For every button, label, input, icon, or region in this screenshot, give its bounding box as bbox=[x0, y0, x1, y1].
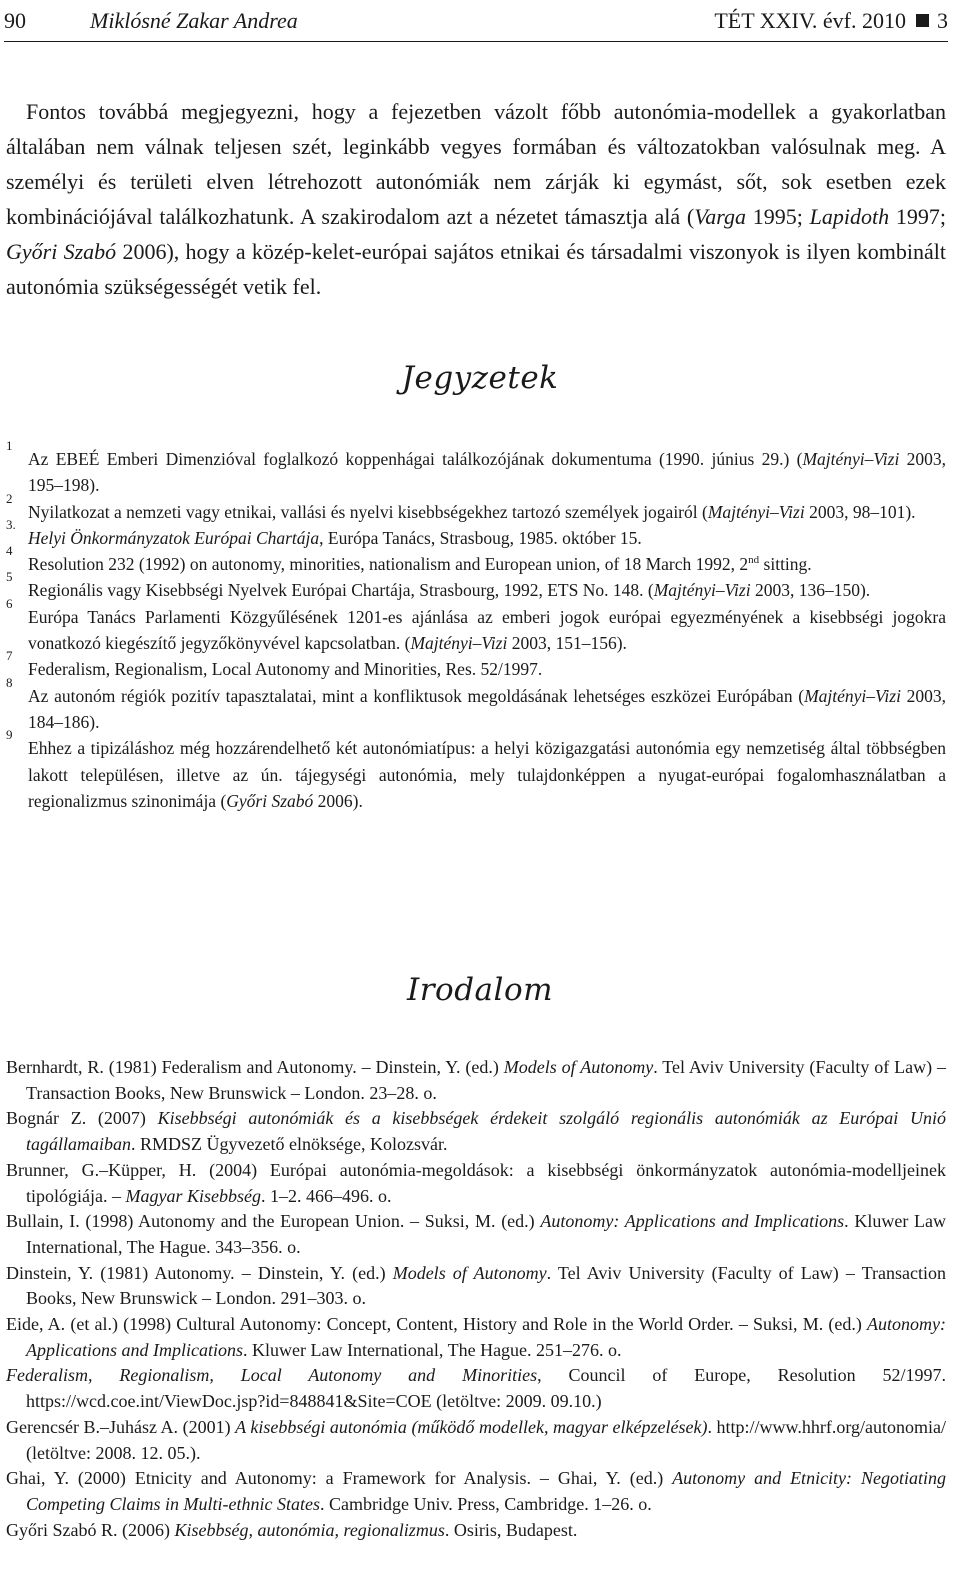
footnote-number: 7 bbox=[6, 648, 13, 664]
footnote bbox=[6, 490, 946, 525]
footnote-number: 9 bbox=[6, 727, 13, 743]
footnote-text: Európa Tanács Parlamenti Közgyűlésének 1201-es ajánlása az emberi jogok európai egyezményének a kisebbségi jogokra vonatkozó kiegészítő jegyzőkönyvével kapcsolatban. ( bbox=[28, 606, 946, 654]
reference-text: . 1–2. 466–496. o. bbox=[260, 1185, 392, 1206]
footnote-text: 2006). bbox=[313, 790, 363, 811]
references-list bbox=[6, 1055, 946, 1543]
footnote-text: 2003, 151–156). bbox=[507, 633, 627, 654]
reference-text: Bernhardt, R. (1981) Federalism and Autonomy. – Dinstein, Y. (ed.) bbox=[6, 1057, 504, 1077]
footnote-text: sitting. bbox=[759, 554, 812, 575]
reference-text: . RMDSZ Ügyvezető elnöksége, Kolozsvár. bbox=[131, 1134, 448, 1155]
footnote-text: , Európa Tanács, Strasboug, 1985. október 15. bbox=[319, 527, 642, 548]
footnote bbox=[6, 674, 946, 736]
reference-entry bbox=[6, 1466, 946, 1517]
footnote bbox=[6, 516, 946, 551]
reference-title: Autonomy: Applications and Implications bbox=[26, 1314, 946, 1360]
footnote-text: 2003, 195–198). bbox=[28, 449, 947, 496]
reference-entry bbox=[6, 1261, 946, 1312]
footnote-number: 4 bbox=[6, 543, 13, 559]
reference-title: Kisebbség, autonómia, regionalizmus bbox=[174, 1519, 445, 1540]
journal-name: TÉT XXIV. évf. bbox=[714, 8, 857, 33]
reference-text: . Tel Aviv University (Faculty of Law) – Transaction Books, New Brunswick – London. 23–28. o. bbox=[26, 1057, 946, 1103]
body-text-segment: 1997; bbox=[889, 204, 946, 229]
reference-title: A kisebbségi autonómia (működő modellek, magyar elképzelések) bbox=[235, 1416, 708, 1437]
reference-text: . Kluwer Law International, The Hague. 343–356. o. bbox=[26, 1211, 946, 1257]
footnote-number: 2 bbox=[6, 490, 13, 506]
footnote-number: 6 bbox=[6, 595, 13, 611]
reference-text: Bognár Z. (2007) bbox=[6, 1108, 158, 1129]
reference-text: Bullain, I. (1998) Autonomy and the European Union. – Suksi, M. (ed.) bbox=[6, 1211, 541, 1232]
reference-entry bbox=[6, 1209, 946, 1260]
footnote-text: Federalism, Regionalism, Local Autonomy and Minorities, Res. 52/1997. bbox=[28, 659, 543, 680]
reference-title: Models of Autonomy bbox=[503, 1057, 654, 1077]
footnote bbox=[6, 438, 947, 499]
reference-text: . Kluwer Law International, The Hague. 251–276. o. bbox=[242, 1339, 622, 1360]
footnote-text: Az autonóm régiók pozitív tapasztalatai, mint a konfliktusok megoldásának lehetséges eszközei Európában ( bbox=[28, 685, 805, 706]
running-header bbox=[4, 6, 948, 36]
reference-title: Federalism, Regionalism, Local Autonomy and Minorities bbox=[6, 1365, 538, 1386]
footnote bbox=[6, 595, 946, 657]
reference-text: Győri Szabó R. (2006) bbox=[6, 1519, 175, 1540]
footnote bbox=[6, 569, 946, 603]
header-author: Miklósné Zakar Andrea bbox=[90, 8, 298, 33]
reference-entry bbox=[6, 1415, 946, 1466]
ordinal-suffix: nd bbox=[748, 554, 760, 567]
reference-text: Brunner, G.–Küpper, H. (2004) Európai autonómia-megoldások: a kisebbségi önkormányzatok autonómia-modelljeinek tipológiája. – bbox=[6, 1159, 946, 1206]
footnote-citation: Győri Szabó bbox=[226, 790, 314, 811]
reference-text: . Tel Aviv University (Faculty of Law) – Transaction Books, New Brunswick – London. 291–303. o. bbox=[26, 1262, 946, 1309]
footnote-number: 8 bbox=[6, 674, 13, 690]
body-text-segment: 1995; bbox=[745, 204, 810, 229]
header-rule bbox=[4, 41, 948, 42]
footnote-text: 2003, 98–101). bbox=[804, 501, 916, 522]
footnote-number: 1 bbox=[6, 438, 13, 453]
footnote bbox=[6, 648, 946, 682]
footnote-citation: Majtényi–Vizi bbox=[802, 449, 900, 469]
reference-entry bbox=[6, 1055, 946, 1106]
footnote-citation: Majtényi–Vizi bbox=[410, 633, 508, 654]
footnote-number: 5 bbox=[6, 569, 13, 585]
reference-text: . Cambridge Univ. Press, Cambridge. 1–26. o. bbox=[319, 1493, 652, 1514]
footnote-text: 2003, 184–186). bbox=[28, 685, 946, 732]
footnote-text: Resolution 232 (1992) on autonomy, minorities, nationalism and European union, of 18 March 1992, 2 bbox=[28, 554, 749, 575]
body-text-segment: Fontos továbbá megjegyezni, hogy a fejezetben vázolt főbb autonómia-modellek a gyakorlatban általában nem válnak teljesen szét, leginkább vegyes formában és változatokban valósulnak meg. A személyi és területi elven létrehozott autonómiák nem zárják ki egymást, sőt, sok esetben ezek kombinációjával találkozhatunk. A szakirodalom azt a nézetet támasztja alá ( bbox=[6, 99, 946, 229]
notes-heading: Jegyzetek bbox=[401, 360, 559, 396]
footnote-text: Regionális vagy Kisebbségi Nyelvek Európai Chartája, Strasbourg, 1992, ETS No. 148. ( bbox=[28, 580, 654, 601]
reference-text: , Council of Europe, Resolution 52/1997. https://wcd.coe.int/ViewDoc.jsp?id=848841&Site=COE (letöltve: 2009. 09.10.) bbox=[26, 1365, 946, 1412]
footnote-citation: Majtényi–Vizi bbox=[653, 580, 751, 601]
footnote-citation: Majtényi–Vizi bbox=[804, 685, 901, 706]
citation-author: Győri Szabó bbox=[6, 239, 117, 264]
reference-title: Autonomy: Applications and Implications bbox=[540, 1211, 845, 1232]
references-heading: Irodalom bbox=[406, 972, 554, 1008]
footnotes-list bbox=[6, 438, 947, 814]
footnote bbox=[6, 543, 946, 577]
reference-entry bbox=[6, 1312, 946, 1363]
footnote-number: 3. bbox=[6, 516, 16, 532]
footnote-citation: Helyi Önkormányzatok Európai Chartája bbox=[28, 527, 320, 548]
page-number: 90 bbox=[4, 8, 26, 33]
reference-text: . Osiris, Budapest. bbox=[444, 1519, 578, 1540]
reference-title: Models of Autonomy bbox=[392, 1262, 547, 1283]
reference-text: Ghai, Y. (2000) Etnicity and Autonomy: a Framework for Analysis. – Ghai, Y. (ed.) bbox=[6, 1468, 673, 1489]
header-journal bbox=[714, 6, 948, 36]
citation-author: Lapidoth bbox=[809, 204, 890, 229]
footnote-text: 2003, 136–150). bbox=[750, 580, 871, 601]
footnote-text: Ehhez a tipizáláshoz még hozzárendelhető két autonómiatípus: a helyi közigazgatási autonómia egy nemzetiség által többségben lakott településen, illetve az ún. tájegységi autonómia, mely tulajdonképpen a nyugat-európai fogalomhasználatban a regionalizmus szinonimája ( bbox=[28, 738, 946, 811]
reference-text: . http://www.hhrf.org/autonomia/ (letöltve: 2008. 12. 05.). bbox=[26, 1416, 946, 1463]
journal-issue: 3 bbox=[937, 8, 948, 33]
body-text-segment: 2006), hogy a közép-kelet-európai sajátos etnikai és társadalmi viszonyok is ilyen kombinált autonómia szükségességét vetik fel. bbox=[6, 239, 946, 299]
footnote-citation: Majtényi–Vizi bbox=[707, 501, 805, 522]
reference-entry bbox=[6, 1363, 946, 1414]
body-paragraph bbox=[6, 94, 946, 304]
reference-title: Magyar Kisebbség bbox=[125, 1185, 261, 1206]
reference-entry bbox=[6, 1518, 946, 1544]
reference-title: Kisebbségi autonómiák és a kisebbségek érdekeit szolgáló regionális autonómiák az Európai Unió tagállamaiban bbox=[26, 1108, 946, 1155]
reference-entry bbox=[6, 1106, 946, 1157]
reference-text: Dinstein, Y. (1981) Autonomy. – Dinstein, Y. (ed.) bbox=[6, 1262, 393, 1283]
journal-year: 2010 bbox=[862, 8, 906, 33]
reference-text: Gerencsér B.–Juhász A. (2001) bbox=[6, 1416, 236, 1437]
reference-title: Autonomy and Etnicity: Negotiating Competing Claims in Multi-ethnic States bbox=[26, 1468, 946, 1514]
square-bullet-icon bbox=[916, 14, 929, 27]
footnote-text: Az EBEÉ Emberi Dimenzióval foglalkozó koppenhágai találkozójának dokumentuma (1990. június 29.) ( bbox=[28, 449, 803, 469]
citation-author: Varga bbox=[694, 204, 746, 229]
reference-text: Eide, A. (et al.) (1998) Cultural Autonomy: Concept, Content, History and Role in the World Order. – Suksi, M. (ed.) bbox=[6, 1314, 868, 1335]
footnote-text: Nyilatkozat a nemzeti vagy etnikai, vallási és nyelvi kisebbségekhez tartozó személyek jogairól ( bbox=[28, 501, 708, 522]
reference-entry bbox=[6, 1158, 946, 1209]
footnote bbox=[6, 727, 946, 814]
